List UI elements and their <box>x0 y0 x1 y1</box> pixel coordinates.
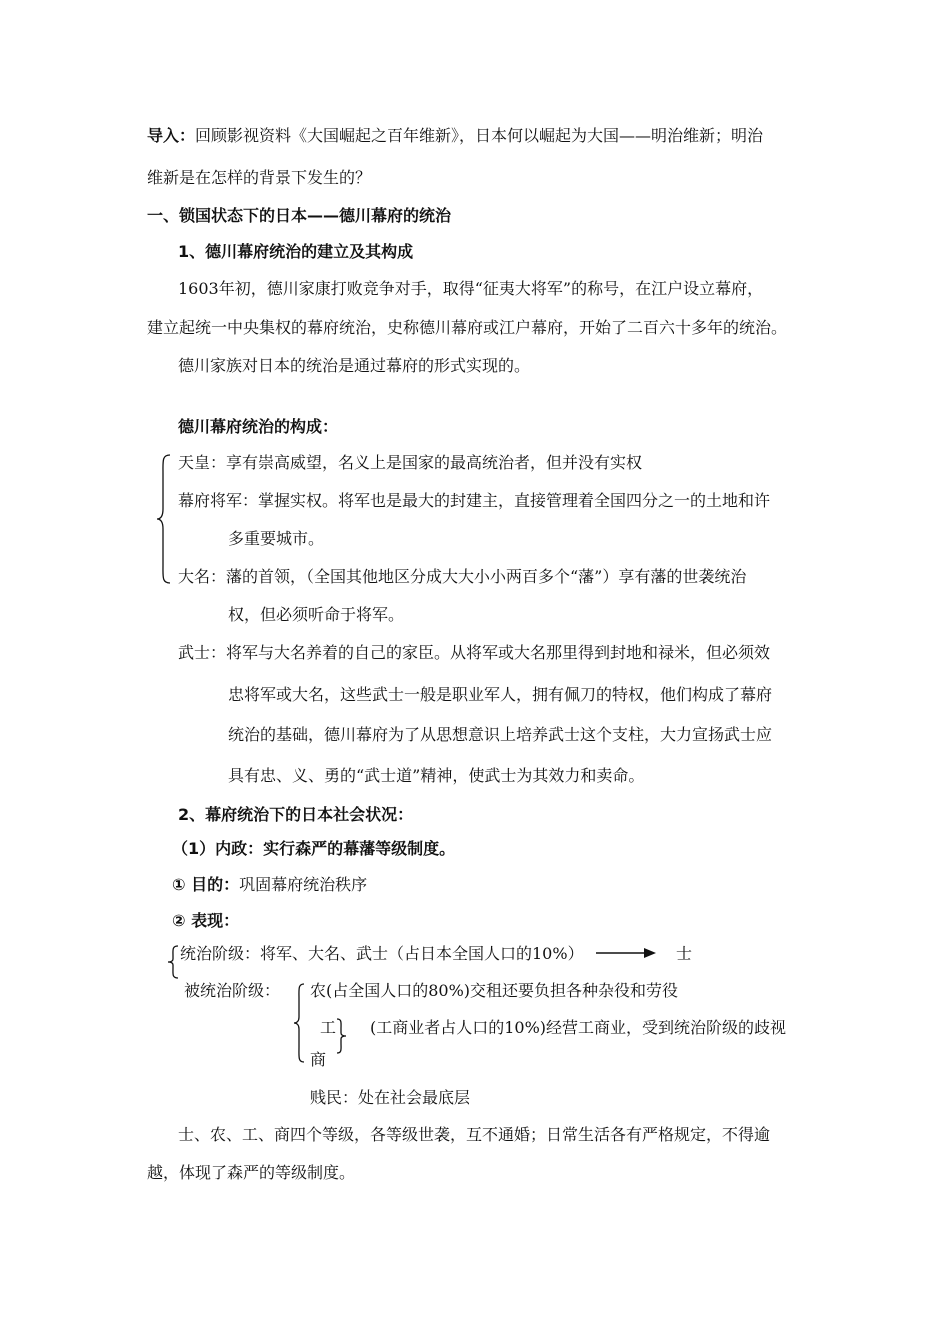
samurai-line-3: 统治的基础，德川幕府为了从思想意识上培养武士这个支柱，大力宣扬武士应 <box>228 725 773 744</box>
ruled-brace <box>292 983 306 1063</box>
samurai-line-1: 武士：将军与大名养着的自己的家臣。从将军或大名那里得到封地和禄米，但必须效 <box>178 643 771 662</box>
ruling-class-end: 士 <box>676 944 693 963</box>
manifest-label: ② 表现： <box>172 911 240 930</box>
paragraph-1-line-2: 建立起统一中央集权的幕府统治，史称德川幕府或江户幕府，开始了二百六十多年的统治。 <box>147 318 788 337</box>
jianmin-line: 贱民：处在社会最底层 <box>310 1088 471 1107</box>
samurai-line-4: 具有忠、义、勇的“武士道”精神，使武士为其效力和卖命。 <box>228 766 645 785</box>
shang-label: 商 <box>310 1050 327 1069</box>
subsection-2-title: 2、幕府统治下的日本社会状况： <box>178 805 414 824</box>
structure-title: 德川幕府统治的构成： <box>178 417 339 436</box>
shogun-line-1: 幕府将军：掌握实权。将军也是最大的封建主，直接管理着全国四分之一的土地和许 <box>178 491 771 510</box>
paragraph-1-line-1: 1603年初，德川家康打败竞争对手，取得“征夷大将军”的称号，在江户设立幕府， <box>178 279 764 298</box>
arrow-icon <box>596 946 658 960</box>
nong-line: 农(占全国人口的80%)交租还要负担各种杂役和劳役 <box>310 981 679 1000</box>
tianhuang-line: 天皇：享有崇高威望，名义上是国家的最高统治者，但并没有实权 <box>178 453 643 472</box>
summary-line-1: 士、农、工、商四个等级，各等级世袭，互不通婚；日常生活各有严格规定，不得逾 <box>178 1125 771 1144</box>
section-title: 一、锁国状态下的日本——德川幕府的统治 <box>147 206 452 225</box>
daimyo-line-1: 大名：藩的首领，（全国其他地区分成大大小小两百多个“藩”）享有藩的世袭统治 <box>178 567 747 586</box>
gongshang-text: (工商业者占人口的10%)经营工商业，受到统治阶级的歧视 <box>370 1018 787 1037</box>
purpose-label: ① 目的： <box>172 875 240 894</box>
domestic-policy: （1）内政：实行森严的幕藩等级制度。 <box>172 839 456 858</box>
purpose-text: 巩固幕府统治秩序 <box>239 875 368 894</box>
paragraph-2: 德川家族对日本的统治是通过幕府的形式实现的。 <box>178 356 531 375</box>
gong-label: 工 <box>320 1018 337 1037</box>
class-brace <box>166 945 180 979</box>
daimyo-line-2: 权，但必须听命于将军。 <box>228 605 405 624</box>
summary-line-2: 越，体现了森严的等级制度。 <box>147 1163 356 1182</box>
samurai-line-2: 忠将军或大名，这些武士一般是职业军人，拥有佩刀的特权，他们构成了幕府 <box>228 685 773 704</box>
intro-line-2: 维新是在怎样的背景下发生的？ <box>147 168 372 187</box>
intro-label: 导入： <box>147 126 196 145</box>
shogun-line-2: 多重要城市。 <box>228 529 325 548</box>
ruling-class-line: 统治阶级：将军、大名、武士（占日本全国人口的10%） <box>180 944 584 963</box>
purpose-line <box>172 874 367 896</box>
subsection-1-title: 1、德川幕府统治的建立及其构成 <box>178 242 414 261</box>
intro-text-1: 回顾影视资料《大国崛起之百年维新》，日本何以崛起为大国——明治维新；明治 <box>195 126 764 145</box>
intro-line-1 <box>147 125 763 147</box>
ruled-class-label: 被统治阶级： <box>184 981 281 1000</box>
structure-brace <box>155 453 173 585</box>
gongshang-brace <box>336 1018 348 1054</box>
